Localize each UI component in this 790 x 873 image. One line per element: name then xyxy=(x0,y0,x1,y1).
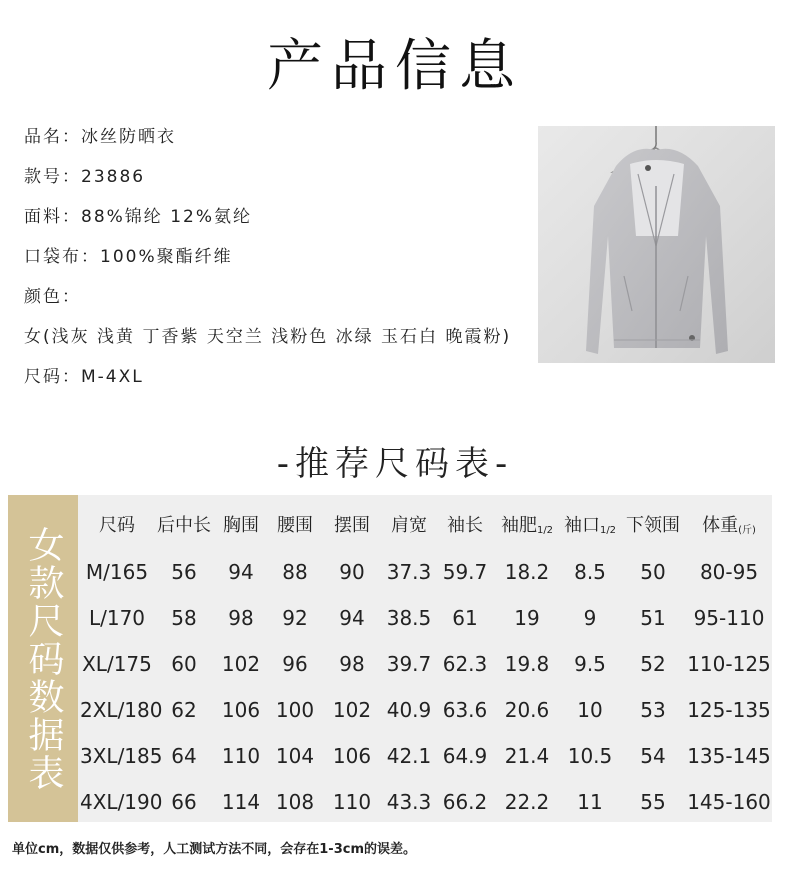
table-cell: 10 xyxy=(577,698,603,722)
table-cell: 51 xyxy=(640,606,666,630)
header-text: 腰围 xyxy=(277,515,313,536)
table-cell: 56 xyxy=(171,560,197,584)
table-row xyxy=(80,733,772,779)
header-subscript: (斤) xyxy=(738,525,756,536)
table-row xyxy=(80,779,772,825)
page-title: 产品信息 xyxy=(267,34,523,99)
header-text: 袖口 xyxy=(563,515,600,536)
table-cell: 114 xyxy=(221,790,261,814)
table-cell: 106 xyxy=(221,698,261,722)
header-subscript: 1/2 xyxy=(599,525,617,536)
table-cell: 108 xyxy=(275,790,315,814)
table-cell: 125-135 xyxy=(687,698,771,722)
table-header-cell xyxy=(382,511,436,537)
header-text: 肩宽 xyxy=(391,515,427,536)
table-cell: 64 xyxy=(171,744,197,768)
info-color-list: 女(浅灰 浅黄 丁香紫 天空兰 浅粉色 冰绿 玉石白 晚霞粉) xyxy=(24,327,512,347)
table-cell: 8.5 xyxy=(574,560,606,584)
table-size-cell: 2XL/180 xyxy=(80,698,163,722)
table-size-cell: 4XL/190 xyxy=(80,790,163,814)
table-size-cell: 3XL/185 xyxy=(80,744,163,768)
table-cell: 60 xyxy=(171,652,197,676)
table-cell: 43.3 xyxy=(386,790,432,814)
size-chart xyxy=(8,495,772,822)
table-cell: 52 xyxy=(640,652,666,676)
header-text: 尺码 xyxy=(99,515,135,536)
table-cell: 10.5 xyxy=(567,744,613,768)
table-row xyxy=(80,641,772,687)
table-cell: 38.5 xyxy=(386,606,432,630)
table-header-cell xyxy=(154,511,214,537)
table-size-cell: XL/175 xyxy=(82,652,152,676)
table-cell: 37.3 xyxy=(386,560,432,584)
table-cell: 88 xyxy=(282,560,308,584)
table-cell: 11 xyxy=(577,790,603,814)
info-product-name: 品名：冰丝防晒衣 xyxy=(24,127,176,147)
table-cell: 95-110 xyxy=(693,606,765,630)
table-cell: 53 xyxy=(640,698,666,722)
table-cell: 9 xyxy=(583,606,597,630)
table-row xyxy=(80,595,772,641)
table-cell: 80-95 xyxy=(699,560,759,584)
info-fabric: 面料：88%锦纶 12%氨纶 xyxy=(24,207,252,227)
table-header-cell xyxy=(322,511,382,537)
table-cell: 110-125 xyxy=(687,652,771,676)
table-cell: 9.5 xyxy=(574,652,606,676)
size-chart-title: -推荐尺码表- xyxy=(276,444,514,484)
header-text: 胸围 xyxy=(223,515,259,536)
table-cell: 96 xyxy=(282,652,308,676)
table-header-cell xyxy=(436,511,494,537)
table-cell: 42.1 xyxy=(386,744,432,768)
table-header-cell xyxy=(494,511,560,537)
footnote: 单位cm，数据仅供参考，人工测试方法不同，会存在1-3cm的误差。 xyxy=(12,842,416,857)
size-chart-side-label xyxy=(8,495,78,822)
table-cell: 94 xyxy=(228,560,254,584)
table-cell: 19 xyxy=(514,606,540,630)
info-color-label: 颜色： xyxy=(24,287,81,307)
table-header-cell xyxy=(268,511,322,537)
table-cell: 62 xyxy=(171,698,197,722)
table-cell: 63.6 xyxy=(442,698,488,722)
table-cell: 20.6 xyxy=(504,698,550,722)
header-text: 体重 xyxy=(702,515,739,536)
table-cell: 21.4 xyxy=(504,744,550,768)
table-cell: 145-160 xyxy=(687,790,771,814)
table-cell: 98 xyxy=(228,606,254,630)
table-cell: 104 xyxy=(275,744,315,768)
table-cell: 110 xyxy=(221,744,261,768)
table-cell: 58 xyxy=(171,606,197,630)
product-photo xyxy=(538,126,775,363)
table-header-cell xyxy=(214,511,268,537)
jacket-illustration xyxy=(538,126,775,363)
table-cell: 66.2 xyxy=(442,790,488,814)
table-size-cell: L/170 xyxy=(88,606,146,630)
info-pocket-fabric: 口袋布：100%聚酯纤维 xyxy=(24,247,233,267)
table-cell: 39.7 xyxy=(386,652,432,676)
header-text: 袖肥 xyxy=(500,515,537,536)
table-header-cell xyxy=(560,511,620,537)
table-header-cell xyxy=(80,511,154,537)
table-cell: 135-145 xyxy=(687,744,771,768)
table-cell: 62.3 xyxy=(442,652,488,676)
table-header-cell xyxy=(686,511,772,537)
table-header-cell xyxy=(620,511,686,537)
table-size-cell: M/165 xyxy=(85,560,149,584)
table-cell: 102 xyxy=(332,698,372,722)
table-cell: 59.7 xyxy=(442,560,488,584)
table-header-row xyxy=(80,495,772,549)
table-cell: 100 xyxy=(275,698,315,722)
table-cell: 64.9 xyxy=(442,744,488,768)
table-cell: 102 xyxy=(221,652,261,676)
info-style-number: 款号：23886 xyxy=(24,167,146,187)
table-cell: 55 xyxy=(640,790,666,814)
info-size-range: 尺码：M-4XL xyxy=(24,367,144,387)
header-subscript: 1/2 xyxy=(536,525,554,536)
product-info xyxy=(24,122,511,402)
table-cell: 92 xyxy=(282,606,308,630)
table-cell: 18.2 xyxy=(504,560,550,584)
table-cell: 54 xyxy=(640,744,666,768)
table-cell: 110 xyxy=(332,790,372,814)
table-cell: 106 xyxy=(332,744,372,768)
table-cell: 50 xyxy=(640,560,666,584)
table-cell: 61 xyxy=(452,606,478,630)
table-cell: 94 xyxy=(339,606,365,630)
size-table xyxy=(80,495,772,822)
table-cell: 66 xyxy=(171,790,197,814)
table-row xyxy=(80,549,772,595)
header-text: 摆围 xyxy=(334,515,370,536)
header-text: 后中长 xyxy=(157,515,211,536)
table-cell: 19.8 xyxy=(504,652,550,676)
table-cell: 98 xyxy=(339,652,365,676)
header-text: 下领围 xyxy=(626,515,680,536)
side-label-text: 女款尺码数据表 xyxy=(23,525,64,792)
table-cell: 90 xyxy=(339,560,365,584)
table-cell: 40.9 xyxy=(386,698,432,722)
header-text: 袖长 xyxy=(447,515,483,536)
table-cell: 22.2 xyxy=(504,790,550,814)
table-row xyxy=(80,687,772,733)
